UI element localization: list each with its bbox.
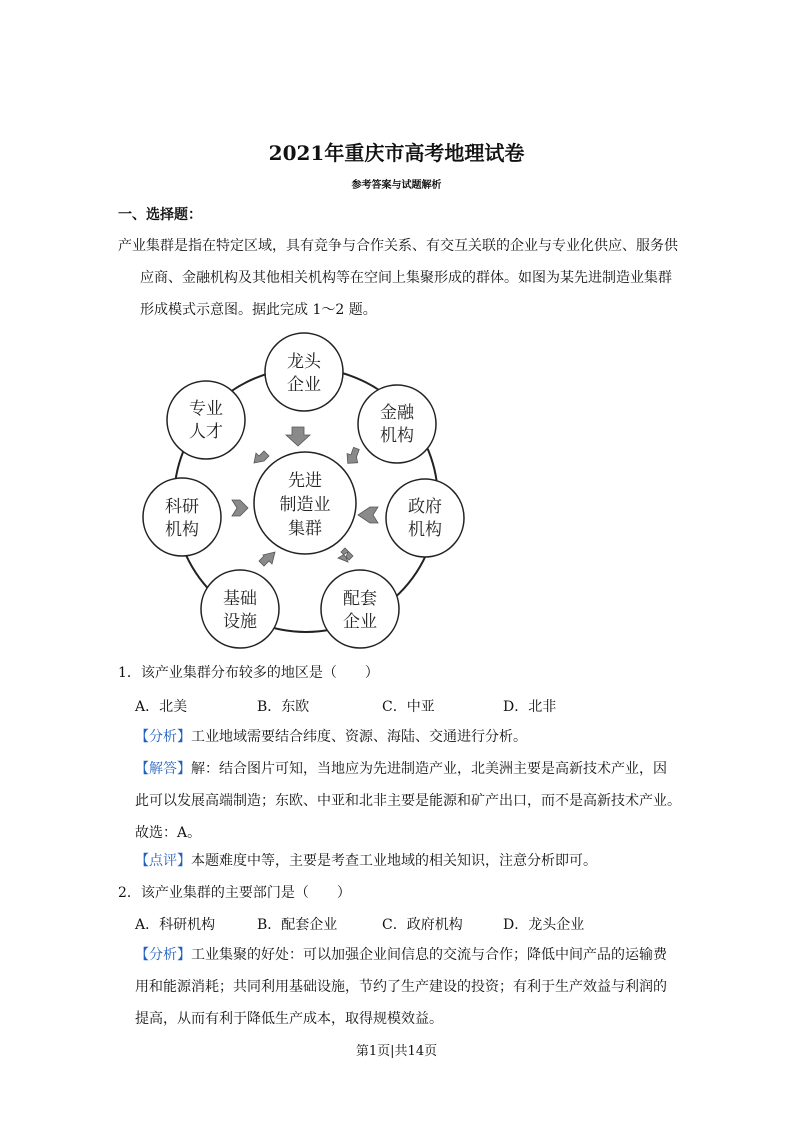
- svg-text:企业: 企业: [287, 375, 321, 395]
- q2-analysis-line: 用和能源消耗；共同利用基础设施，节约了生产建设的投资；有利于生产效益与利润的: [135, 979, 667, 995]
- q1-option-d: D．北非: [503, 699, 557, 715]
- q2-analysis: 【分析】工业集聚的好处：可以加强企业间信息的交流与合作；降低中间产品的运输费: [135, 947, 667, 963]
- arrow-icon: [344, 446, 362, 466]
- svg-text:集群: 集群: [288, 519, 322, 539]
- arrow-icon: [286, 427, 310, 446]
- q1-stem: 1．该产业集群分布较多的地区是（ ）: [118, 665, 379, 681]
- node-keyan: [143, 478, 221, 556]
- q1-comment: 【点评】本题难度中等，主要是考查工业地域的相关知识，注意分析即可。: [135, 853, 597, 869]
- q1-answer: 【解答】解：结合图片可知，当地应为先进制造产业，北美洲主要是高新技术产业，因: [135, 761, 667, 777]
- q2-analysis-line: 提高，从而有利于降低生产成本，取得规模效益。: [135, 1011, 443, 1027]
- node-peitao: [321, 570, 399, 648]
- node-jinrong: [358, 385, 436, 463]
- node-zhuanye: [167, 381, 245, 459]
- svg-text:专业: 专业: [189, 399, 223, 419]
- q2-option-a: A．科研机构: [135, 917, 216, 933]
- svg-text:机构: 机构: [380, 426, 414, 446]
- q1-answer-line: 故选：A。: [135, 825, 202, 841]
- intro-line: 形成模式示意图。据此完成 1～2 题。: [140, 302, 377, 318]
- svg-text:基础: 基础: [223, 589, 257, 609]
- svg-text:金融: 金融: [380, 403, 414, 423]
- q1-option-b: B．东欧: [257, 699, 310, 715]
- intro-line: 产业集群是指在特定区域，具有竞争与合作关系、有交互关联的企业与专业化供应、服务供: [118, 238, 678, 254]
- arrow-icon: [358, 507, 378, 523]
- svg-text:机构: 机构: [165, 520, 199, 540]
- svg-text:设施: 设施: [223, 612, 257, 632]
- q2-stem: 2．该产业集群的主要部门是（ ）: [118, 885, 351, 901]
- q2-option-c: C．政府机构: [382, 917, 463, 933]
- q2-option-b: B．配套企业: [257, 917, 338, 933]
- node-jichu: [201, 570, 279, 648]
- svg-text:机构: 机构: [408, 520, 442, 540]
- arrow-icon: [338, 548, 353, 562]
- intro-line: 应商、金融机构及其他相关机构等在空间上集聚形成的群体。如图为某先进制造业集群: [140, 270, 672, 286]
- q1-option-a: A．北美: [135, 699, 188, 715]
- svg-text:人才: 人才: [189, 422, 223, 442]
- arrow-icon: [232, 500, 248, 516]
- arrow-icon: [259, 552, 275, 566]
- q2-option-d: D．龙头企业: [503, 917, 585, 933]
- q1-analysis: 【分析】工业地域需要结合纬度、资源、海陆、交通进行分析。: [135, 729, 527, 745]
- svg-text:先进: 先进: [288, 471, 322, 491]
- svg-text:科研: 科研: [165, 497, 199, 517]
- section-heading: 一、选择题：: [118, 207, 202, 223]
- arrow-icon: [254, 451, 269, 463]
- page-subtitle: 参考答案与试题解析: [351, 180, 442, 191]
- q1-option-c: C．中亚: [382, 699, 435, 715]
- svg-text:配套: 配套: [343, 589, 377, 609]
- page-title: 2021年重庆市高考地理试卷: [268, 141, 525, 165]
- node-zhengfu: [386, 479, 464, 557]
- svg-text:龙头: 龙头: [287, 352, 321, 372]
- svg-text:企业: 企业: [343, 612, 377, 632]
- node-longtou: [265, 333, 343, 411]
- svg-text:制造业: 制造业: [279, 495, 331, 515]
- svg-text:政府: 政府: [408, 497, 442, 517]
- q1-answer-line: 此可以发展高端制造；东欧、中亚和北非主要是能源和矿产出口，而不是高新技术产业。: [135, 793, 681, 809]
- page-footer: 第1页|共14页: [355, 1044, 438, 1059]
